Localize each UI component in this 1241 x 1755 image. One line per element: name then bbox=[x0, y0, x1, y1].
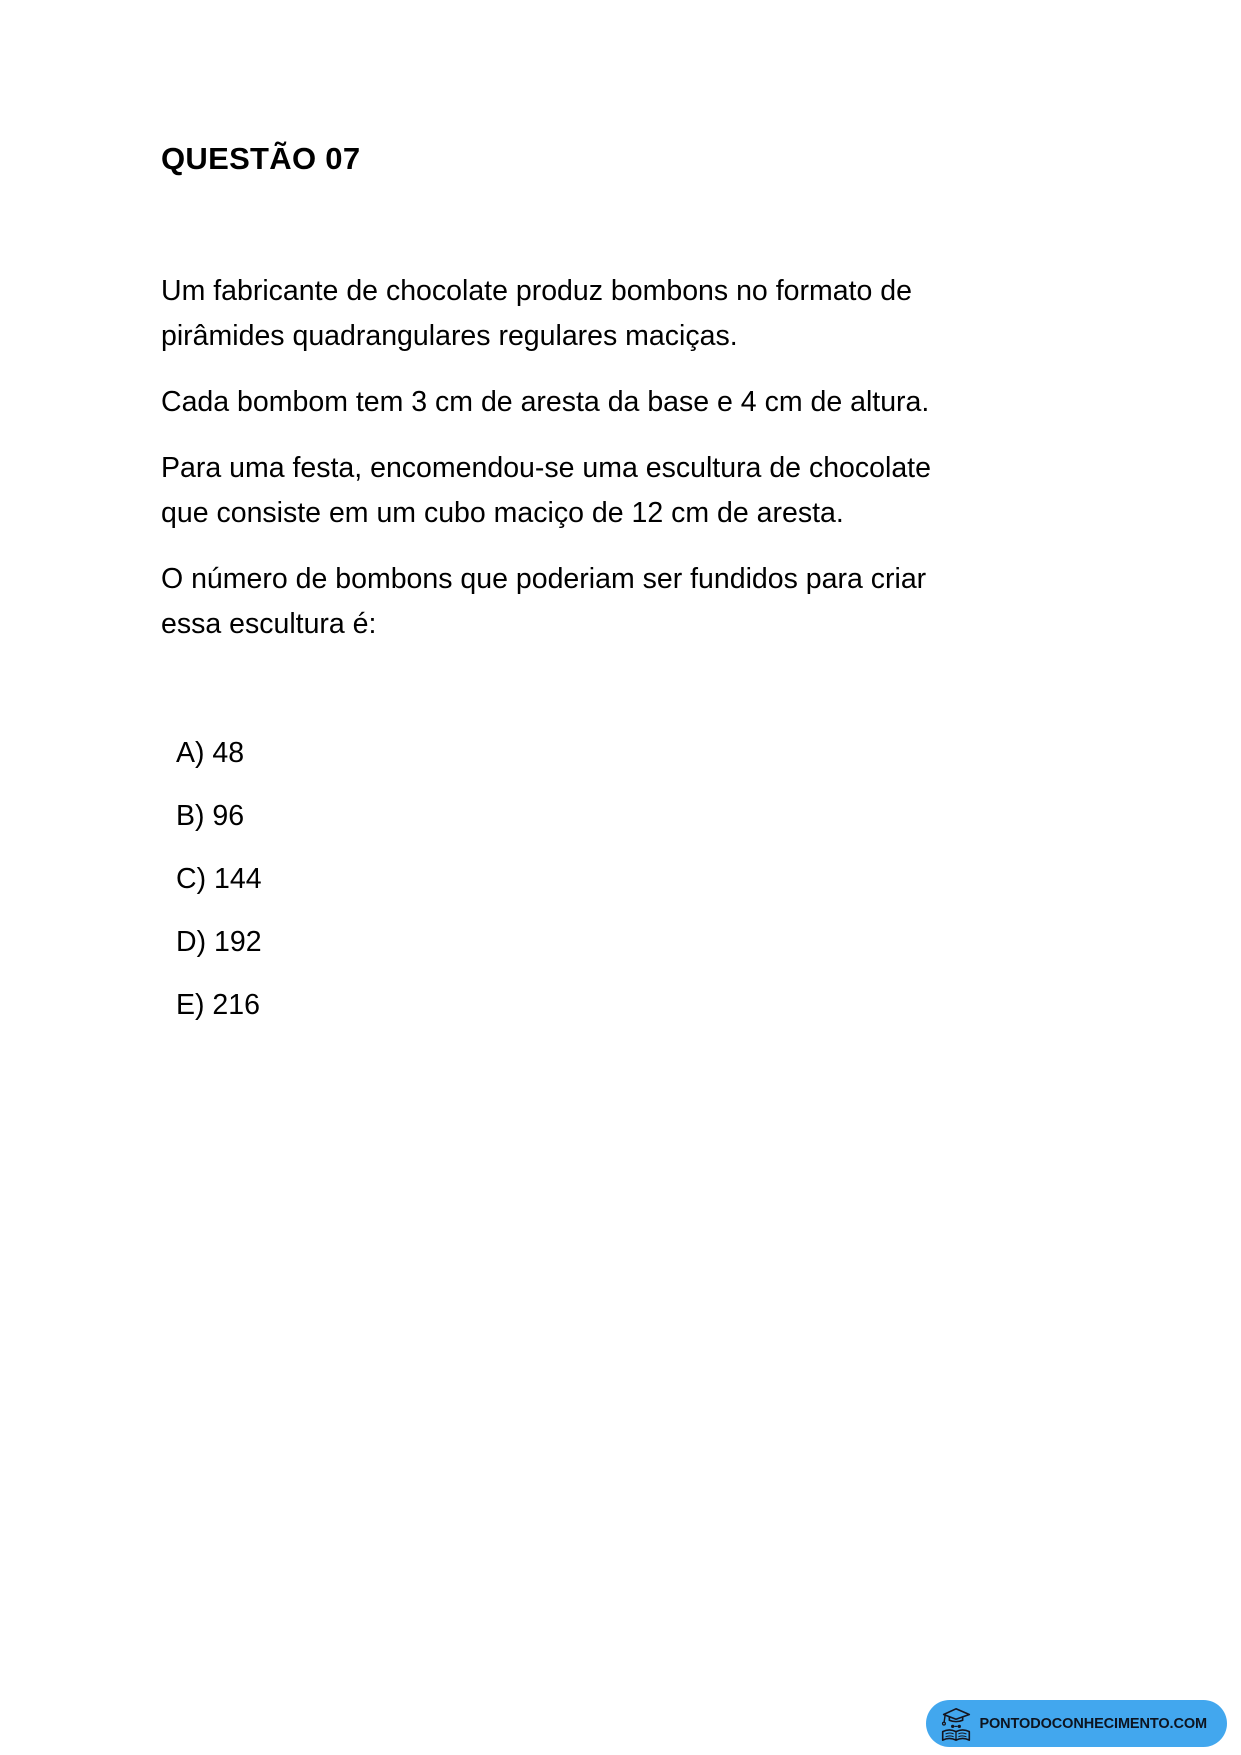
question-paragraph-1: Um fabricante de chocolate produz bombons no formato de pirâmides quadrangulares regulares maciças. bbox=[161, 275, 912, 352]
footer-site-text: PONTODOCONHECIMENTO.COM bbox=[979, 1715, 1207, 1732]
options-list bbox=[176, 731, 973, 1028]
question-paragraph-3: Para uma festa, encomendou-se uma escultura de chocolate que consiste em um cubo maciço de 12 cm de aresta. bbox=[161, 452, 931, 529]
question-paragraph-4: O número de bombons que poderiam ser fundidos para criar essa escultura é: bbox=[161, 563, 927, 640]
option-d: D) 192 bbox=[176, 926, 262, 958]
graduate-reading-book-icon bbox=[937, 1704, 975, 1744]
option-a: A) 48 bbox=[176, 737, 245, 769]
option-e: E) 216 bbox=[176, 989, 260, 1021]
question-block bbox=[161, 140, 973, 1046]
option-c: C) 144 bbox=[176, 863, 262, 895]
footer-badge bbox=[926, 1700, 1227, 1747]
question-title: QUESTÃO 07 bbox=[161, 141, 361, 176]
question-paragraph-2: Cada bombom tem 3 cm de aresta da base e 4 cm de altura. bbox=[161, 386, 930, 418]
option-b: B) 96 bbox=[176, 800, 245, 832]
